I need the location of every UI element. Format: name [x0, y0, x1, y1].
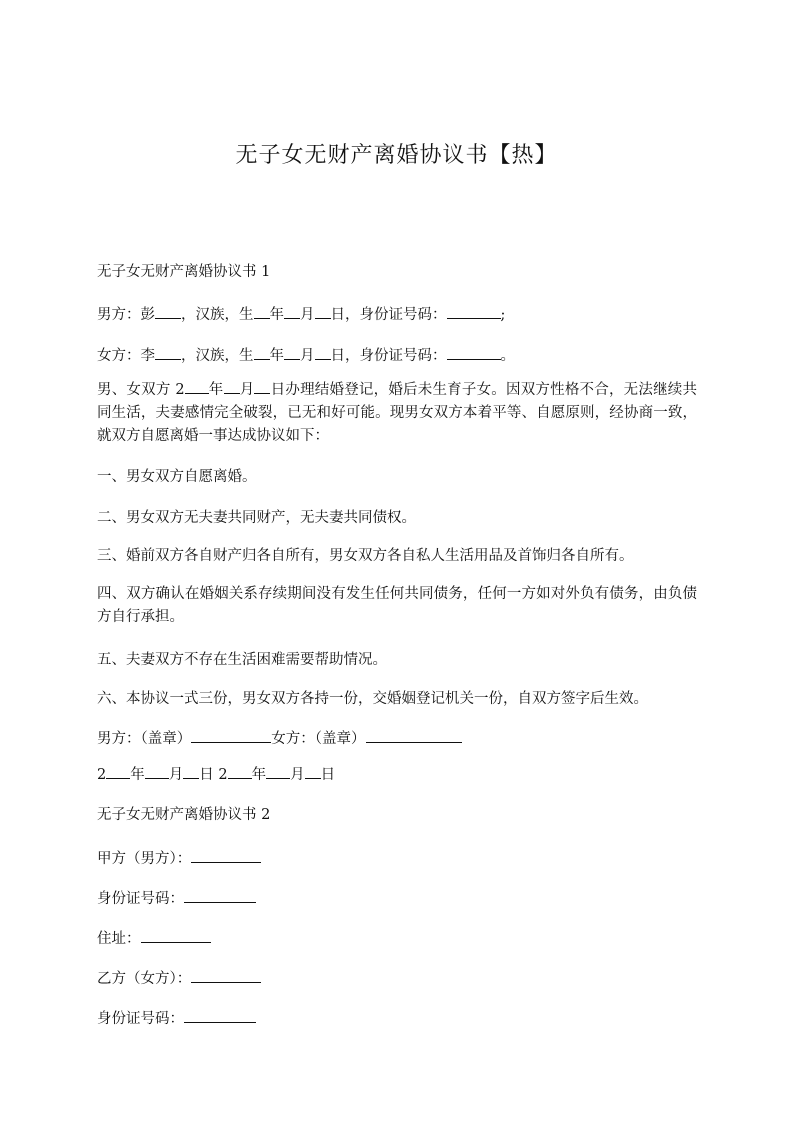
party-a-id-field: 身份证号码： — [97, 887, 256, 908]
blank-field — [305, 764, 321, 779]
blank-field — [284, 304, 300, 319]
blank-field — [254, 304, 270, 319]
signature-line: 男方：（盖章） 女方：（盖章） — [97, 727, 462, 748]
agreement-item-2: 二、男女双方无夫妻共同财产，无夫妻共同债权。 — [97, 510, 416, 526]
blank-field — [183, 764, 199, 779]
party-b-field: 乙方（女方）： — [97, 967, 261, 988]
section-2-heading: 无子女无财产离婚协议书 2 — [97, 807, 271, 823]
blank-field — [141, 928, 211, 943]
blank-field — [315, 304, 331, 319]
document-title: 无子女无财产离婚协议书【热】 — [235, 143, 558, 168]
blank-field — [106, 764, 130, 779]
section-1-heading: 无子女无财产离婚协议书 1 — [97, 264, 271, 280]
agreement-item-1: 一、男女双方自愿离婚。 — [97, 469, 257, 485]
blank-field — [447, 345, 501, 360]
address-field: 住址： — [97, 927, 211, 948]
agreement-item-4: 四、双方确认在婚姻关系存续期间没有发生任何共同债务，任何一方如对外负有债务，由负债方自行承担。 — [97, 586, 697, 625]
blank-field — [145, 764, 169, 779]
agreement-item-6: 六、本协议一式三份，男女双方各持一份，交婚姻登记机关一份，自双方签字后生效。 — [97, 691, 648, 707]
blank-field — [185, 379, 209, 394]
blank-field — [191, 968, 261, 983]
party-b-id-field: 身份证号码： — [97, 1007, 256, 1028]
male-party-line: 男方：彭 ，汉族，生 年 月 日，身份证号码： ; — [97, 303, 505, 324]
female-party-line: 女方：李 ，汉族，生 年 月 日，身份证号码： 。 — [97, 344, 515, 365]
intro-paragraph: 男、女双方 2 年 月 日办理结婚登记，婚后未生育子女。因双方性格不合，无法继续共同生活，夫妻感情完全破裂，已无和好可能。现男女双方本着平等、自愿原则，经协商一致，就双方自愿离婚一事达成协议如下： — [97, 379, 697, 448]
blank-field — [184, 888, 256, 903]
blank-field — [155, 304, 181, 319]
blank-field — [266, 764, 290, 779]
blank-field — [447, 304, 501, 319]
agreement-item-3: 三、婚前双方各自财产归各自所有，男女双方各自私人生活用品及首饰归各自所有。 — [97, 548, 634, 564]
party-a-field: 甲方（男方）： — [97, 847, 261, 868]
blank-field — [254, 345, 270, 360]
blank-field — [191, 848, 261, 863]
blank-field — [191, 728, 271, 743]
blank-field — [284, 345, 300, 360]
agreement-item-5: 五、夫妻双方不存在生活困难需要帮助情况。 — [97, 652, 387, 668]
blank-field — [254, 379, 270, 394]
blank-field — [184, 1008, 256, 1023]
date-line: 2 年 月 日 2 年 月 日 — [97, 763, 335, 784]
blank-field — [366, 728, 462, 743]
blank-field — [155, 345, 181, 360]
blank-field — [224, 379, 240, 394]
blank-field — [315, 345, 331, 360]
blank-field — [228, 764, 252, 779]
